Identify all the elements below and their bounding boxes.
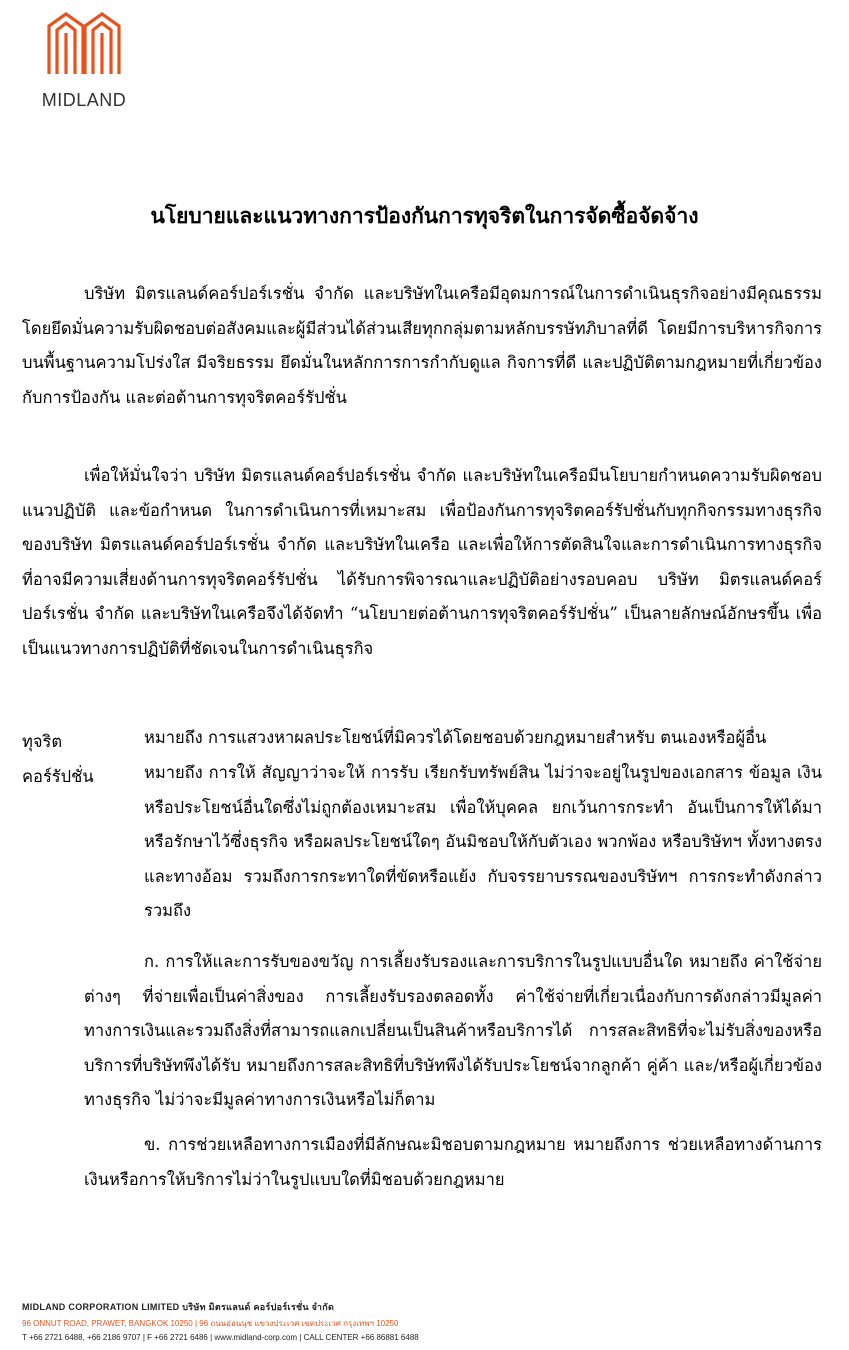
term-corruption: คอร์รัปชั่น	[22, 767, 94, 786]
page-footer	[22, 1300, 419, 1342]
footer-address: 96 ONNUT ROAD, PRAWET, BANGKOK 10250 | 96 ถนนอ่อนนุช แขวงประเวศ เขตประเวศ กรุงเทพฯ 10250	[22, 1319, 399, 1328]
term-fraud: ทุจริต	[22, 732, 63, 751]
definition-fraud: หมายถึง การแสวงหาผลประโยชน์ที่มิควรได้โดยชอบด้วยกฎหมายสำหรับ ตนเองหรือผู้อื่น	[144, 728, 767, 747]
definition-corruption: หมายถึง การให้ สัญญาว่าจะให้ การรับ เรียกรับทรัพย์สิน ไม่ว่าจะอยู่ในรูปของเอกสาร ข้อมูล เงิน หรือประโยชน์อื่นใดซึ่งไม่ถูกต้องเหมาะสม เพื่อให้บุคคล ยกเว้นการกระทำ อันเป็นการให้ได้มาหรือรักษาไว้ซึ่งธุรกิจ หรือผลประโยชน์ใดๆ อันมิชอบให้กับตัวเอง พวกพ้อง หรือบริษัทฯ ทั้งทางตรงและทางอ้อม รวมถึงการกระทาใดที่ขัดหรือแย้ง กับจรรยาบรรณของบริษัทฯ การกระทำดังกล่าวรวมถึง	[144, 763, 822, 920]
sub-item-gifts: ก. การให้และการรับของขวัญ การเลี้ยงรับรองและการบริการในรูปแบบอื่นใด หมายถึง ค่าใช้จ่ายต่างๆ ที่จ่ายเพื่อเป็นค่าสิ่งของ การเลี้ยงรับรองตลอดทั้ง ค่าใช้จ่ายที่เกี่ยวเนื่องกับการดังกล่าวมีมูลค่าทางการเงินและรวมถึงสิ่งที่สามารถแลกเปลี่ยนเป็นสินค้าหรือบริการได้ การสละสิทธิที่จะไม่รับสิ่งของหรือบริการที่บริษัทพึงได้รับ หมายถึงการสละสิทธิที่บริษัทพึงได้รับประโยชน์จากลูกค้า คู่ค้า และ/หรือผู้เกี่ยวข้องทางธุรกิจ ไม่ว่าจะมีมูลค่าทางการเงินหรือไม่ก็ตาม	[84, 952, 822, 1109]
page-title: นโยบายและแนวทางการป้องกันการทุจริตในการจัดซื้อจัดจ้าง	[150, 203, 699, 228]
footer-company: MIDLAND CORPORATION LIMITED บริษัท มิตรแลนด์ คอร์ปอร์เรชั่น จำกัด	[22, 1302, 335, 1312]
sub-item-political: ข. การช่วยเหลือทางการเมืองที่มีลักษณะมิชอบตามกฎหมาย หมายถึงการ ช่วยเหลือทางด้านการเงินหรือการให้บริการไม่ว่าในรูปแบบใดที่มิชอบด้วยกฎหมาย	[84, 1135, 822, 1189]
intro-paragraph: บริษัท มิตรแลนด์คอร์ปอร์เรชั่น จำกัด และบริษัทในเครือมีอุดมการณ์ในการดำเนินธุรกิจอย่างมีคุณธรรม โดยยึดมั่นความรับผิดชอบต่อสังคมและผู้มีส่วนได้ส่วนเสียทุกกลุ่มตามหลักบรรษัทภิบาลที่ดี โดยมีการบริหารกิจการบนพื้นฐานความโปร่งใส มีจริยธรรม ยึดมั่นในหลักการการกำกับดูแล กิจการที่ดี และปฏิบัติตามกฎหมายที่เกี่ยวข้องกับการป้องกัน และต่อต้านการทุจริตคอร์รัปชั่น	[22, 284, 822, 407]
footer-contact: T +66 2721 6488, +66 2186 9707 | F +66 2721 6486 | www.midland-corp.com | CALL CENTER +66 86881 6488	[22, 1333, 419, 1342]
company-logo	[32, 12, 136, 114]
arches-logo-icon	[46, 12, 122, 74]
logo-text: MIDLAND	[41, 90, 127, 110]
purpose-paragraph: เพื่อให้มั่นใจว่า บริษัท มิตรแลนด์คอร์ปอร์เรชั่น จำกัด และบริษัทในเครือมีนโยบายกำหนดความรับผิดชอบ แนวปฏิบัติ และข้อกำหนด ในการดำเนินการที่เหมาะสม เพื่อป้องกันการทุจริตคอร์รัปชั่นกับทุกกิจกรรมทางธุรกิจของบริษัท มิตรแลนด์คอร์ปอร์เรชั่น จำกัด และบริษัทในเครือ และเพื่อให้การตัดสินใจและการดำเนินการทางธุรกิจที่อาจมีความเสี่ยงด้านการทุจริตคอร์รัปชั่น ได้รับการพิจารณาและปฏิบัติอย่างรอบคอบ บริษัท มิตรแลนด์คอร์ปอร์เรชั่น จำกัด และบริษัทในเครือจึงได้จัดทำ “นโยบายต่อต้านการทุจริตคอร์รัปชั่น” เป็นลายลักษณ์อักษรขึ้น เพื่อเป็นแนวทางการปฏิบัติที่ชัดเจนในการดำเนินธุรกิจ	[22, 466, 822, 658]
